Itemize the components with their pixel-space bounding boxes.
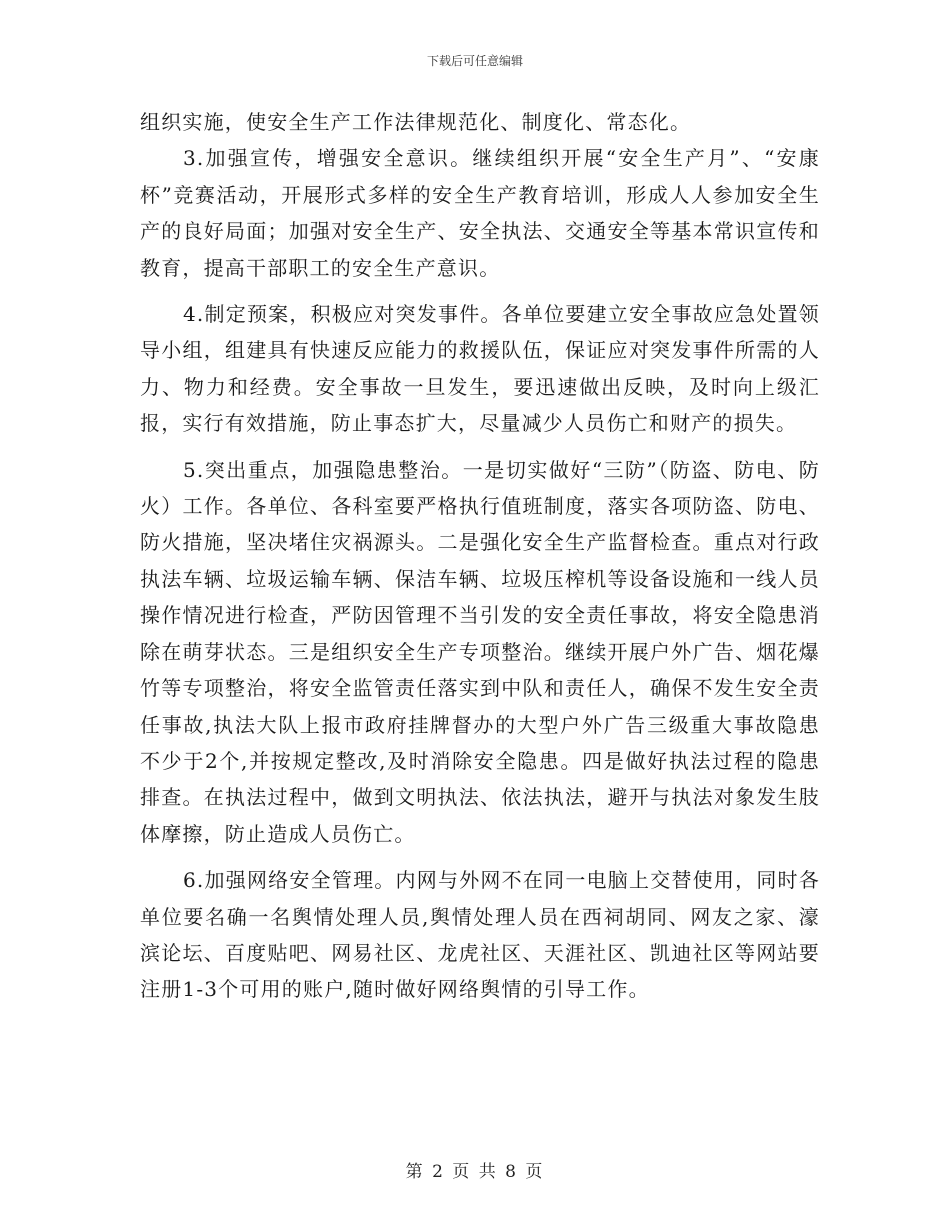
paragraph-3: 3.加强宣传，增强安全意识。继续组织开展“安全生产月”、“安康杯”竞赛活动，开展形式多样的安全生产教育培训，形成人人参加安全生产的良好局面；加强对安全生产、安全执法、交通安全等基本常识宣传和教育，提高干部职工的安全生产意识。 [140, 146, 820, 280]
document-body [140, 104, 820, 1008]
paragraph-5: 5.突出重点，加强隐患整治。一是切实做好“三防”（防盗、防电、防火）工作。各单位、各科室要严格执行值班制度，落实各项防盗、防电、防火措施，坚决堵住灾祸源头。二是强化安全生产监督检查。重点对行政执法车辆、垃圾运输车辆、保洁车辆、垃圾压榨机等设备设施和一线人员操作情况进行检查，严防因管理不当引发的安全责任事故，将安全隐患消除在萌芽状态。三是组织安全生产专项整治。继续开展户外广告、烟花爆竹等专项整治，将安全监管责任落实到中队和责任人，确保不发生安全责任事故,执法大队上报市政府挂牌督办的大型户外广告三级重大事故隐患不少于2个,并按规定整改,及时消除安全隐患。四是做好执法过程的隐患排查。在执法过程中，做到文明执法、依法执法，避开与执法对象发生肢体摩擦，防止造成人员伤亡。 [140, 457, 820, 846]
paragraph-4: 4.制定预案，积极应对突发事件。各单位要建立安全事故应急处置领导小组，组建具有快速反应能力的救援队伍，保证应对突发事件所需的人力、物力和经费。安全事故一旦发生，要迅速做出反映，及时向上级汇报，实行有效措施，防止事态扩大，尽量减少人员伤亡和财产的损失。 [140, 302, 820, 436]
page-number-footer: 第 2 页 共 8 页 [405, 1162, 545, 1182]
paragraph-6: 6.加强网络安全管理。内网与外网不在同一电脑上交替使用，同时各单位要名确一名舆情处理人员,舆情处理人员在西祠胡同、网友之家、濠滨论坛、百度贴吧、网易社区、龙虎社区、天涯社区、凯迪社区等网站要注册1-3个可用的账户,随时做好网络舆情的引导工作。 [140, 868, 820, 1002]
page-header: 下载后可任意编辑 [426, 54, 523, 68]
paragraph-continuation: 组织实施，使安全生产工作法律规范化、制度化、常态化。 [140, 110, 692, 134]
